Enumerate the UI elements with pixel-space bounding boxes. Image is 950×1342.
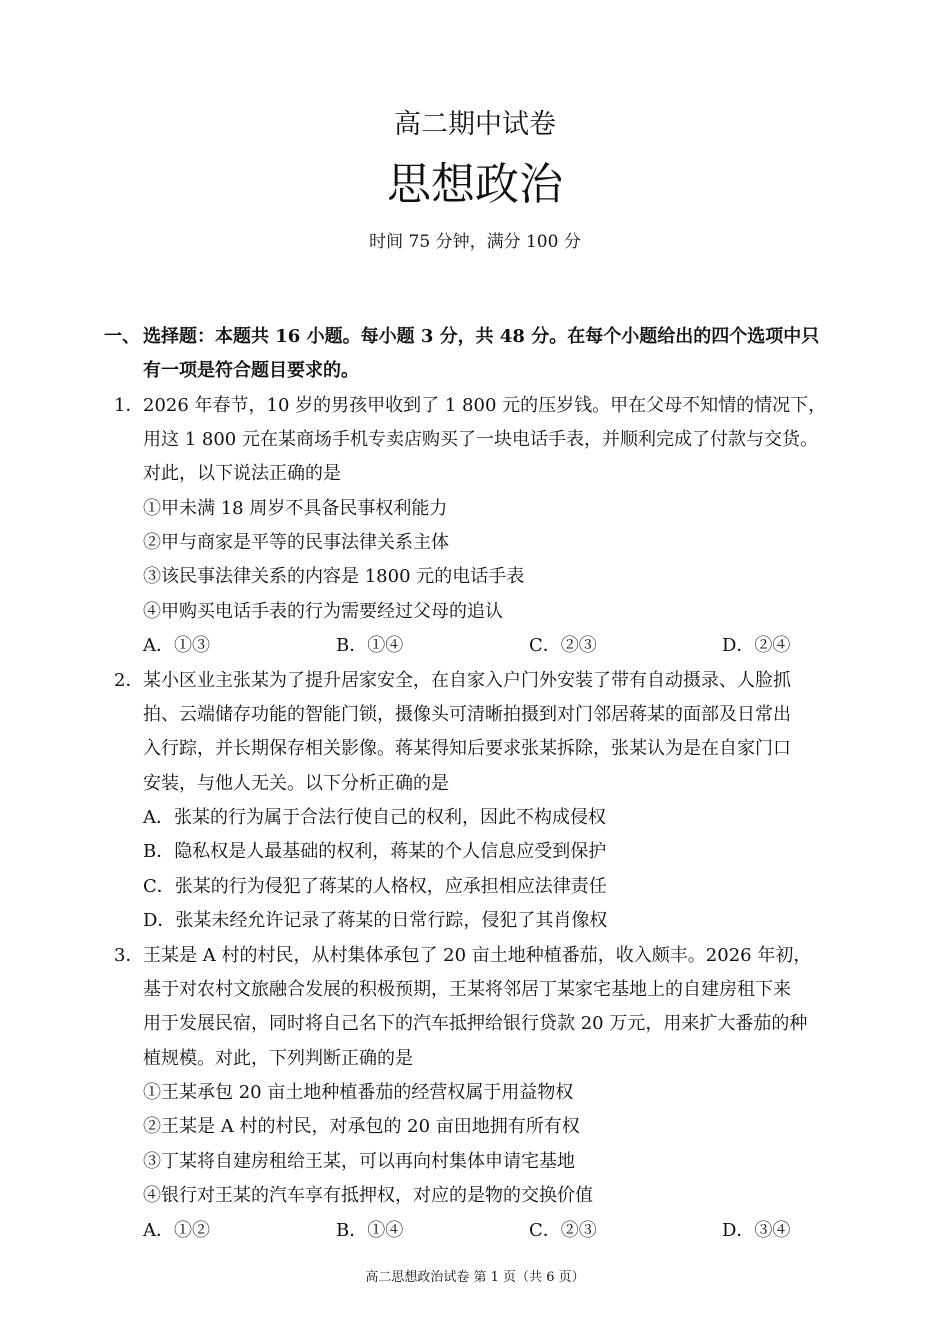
statement-item: ②王某是 A 村的村民，对承包的 20 亩田地拥有所有权 (143, 1116, 580, 1137)
page-footer: 高二思想政治试卷 第 1 页（共 6 页） (365, 1270, 585, 1285)
statement-item: ③该民事法律关系的内容是 1800 元的电话手表 (143, 566, 525, 587)
question-stem-line: 2026 年春节，10 岁的男孩甲收到了 1 800 元的压岁钱。甲在父母不知情的情况下， (143, 395, 827, 416)
option-a: A．①② (143, 1220, 210, 1241)
section-instruction-line-1: 选择题：本题共 16 小题。每小题 3 分，共 48 分。在每个小题给出的四个选项中只 (143, 326, 820, 347)
subject-title: 思想政治 (387, 159, 563, 210)
statement-item: ①甲未满 18 周岁不具备民事权利能力 (143, 498, 448, 519)
question-stem-line: 王某是 A 村的村民，从村集体承包了 20 亩土地种植番茄，收入颇丰。2026 年初， (143, 945, 812, 966)
option-c: C．②③ (529, 1220, 597, 1241)
question-stem-line: 对此，以下说法正确的是 (143, 463, 341, 484)
exam-title: 高二期中试卷 (394, 109, 556, 140)
question-stem-line: 植规模。对此，下列判断正确的是 (143, 1048, 413, 1069)
statement-item: ④甲购买电话手表的行为需要经过父母的追认 (143, 601, 503, 622)
question-number: 3． (114, 945, 144, 966)
statement-item: ③丁某将自建房租给王某，可以再向村集体申请宅基地 (143, 1151, 575, 1172)
statement-item: ②甲与商家是平等的民事法律关系主体 (143, 532, 449, 553)
section-instruction-line-2: 有一项是符合题目要求的。 (143, 360, 359, 381)
option-c: C．②③ (529, 635, 597, 656)
option-b: B．隐私权是人最基础的权利，蒋某的个人信息应受到保护 (143, 841, 607, 862)
exam-info: 时间 75 分钟，满分 100 分 (369, 232, 581, 252)
question-stem-line: 入行踪，并长期保存相关影像。蒋某得知后要求张某拆除，张某认为是在自家门口 (143, 738, 791, 759)
question-number: 2． (114, 670, 144, 691)
option-d: D．③④ (722, 1220, 791, 1241)
section-label: 一、 (104, 326, 140, 347)
option-c: C．张某的行为侵犯了蒋某的人格权，应承担相应法律责任 (143, 876, 607, 897)
question-stem-line: 基于对农村文旅融合发展的积极预期，王某将邻居丁某家宅基地上的自建房租下来 (143, 979, 791, 1000)
option-a: A．①③ (143, 635, 210, 656)
option-d: D．张某未经允许记录了蒋某的日常行踪，侵犯了其肖像权 (143, 910, 608, 931)
option-b: B．①④ (336, 635, 404, 656)
statement-item: ④银行对王某的汽车享有抵押权，对应的是物的交换价值 (143, 1185, 593, 1206)
question-stem-line: 用这 1 800 元在某商场手机专卖店购买了一块电话手表，并顺利完成了付款与交货。 (143, 429, 818, 450)
question-stem-line: 某小区业主张某为了提升居家安全，在自家入户门外安装了带有自动摄录、人脸抓 (143, 670, 791, 691)
question-stem-line: 安装，与他人无关。以下分析正确的是 (143, 773, 449, 794)
question-stem-line: 用于发展民宿，同时将自己名下的汽车抵押给银行贷款 20 万元，用来扩大番茄的种 (143, 1013, 808, 1034)
question-number: 1． (114, 395, 144, 416)
option-a: A．张某的行为属于合法行使自己的权利，因此不构成侵权 (143, 807, 606, 828)
option-d: D．②④ (722, 635, 791, 656)
option-b: B．①④ (336, 1220, 404, 1241)
question-stem-line: 拍、云端储存功能的智能门锁，摄像头可清晰拍摄到对门邻居蒋某的面部及日常出 (143, 704, 791, 725)
statement-item: ①王某承包 20 亩土地种植番茄的经营权属于用益物权 (143, 1082, 574, 1103)
